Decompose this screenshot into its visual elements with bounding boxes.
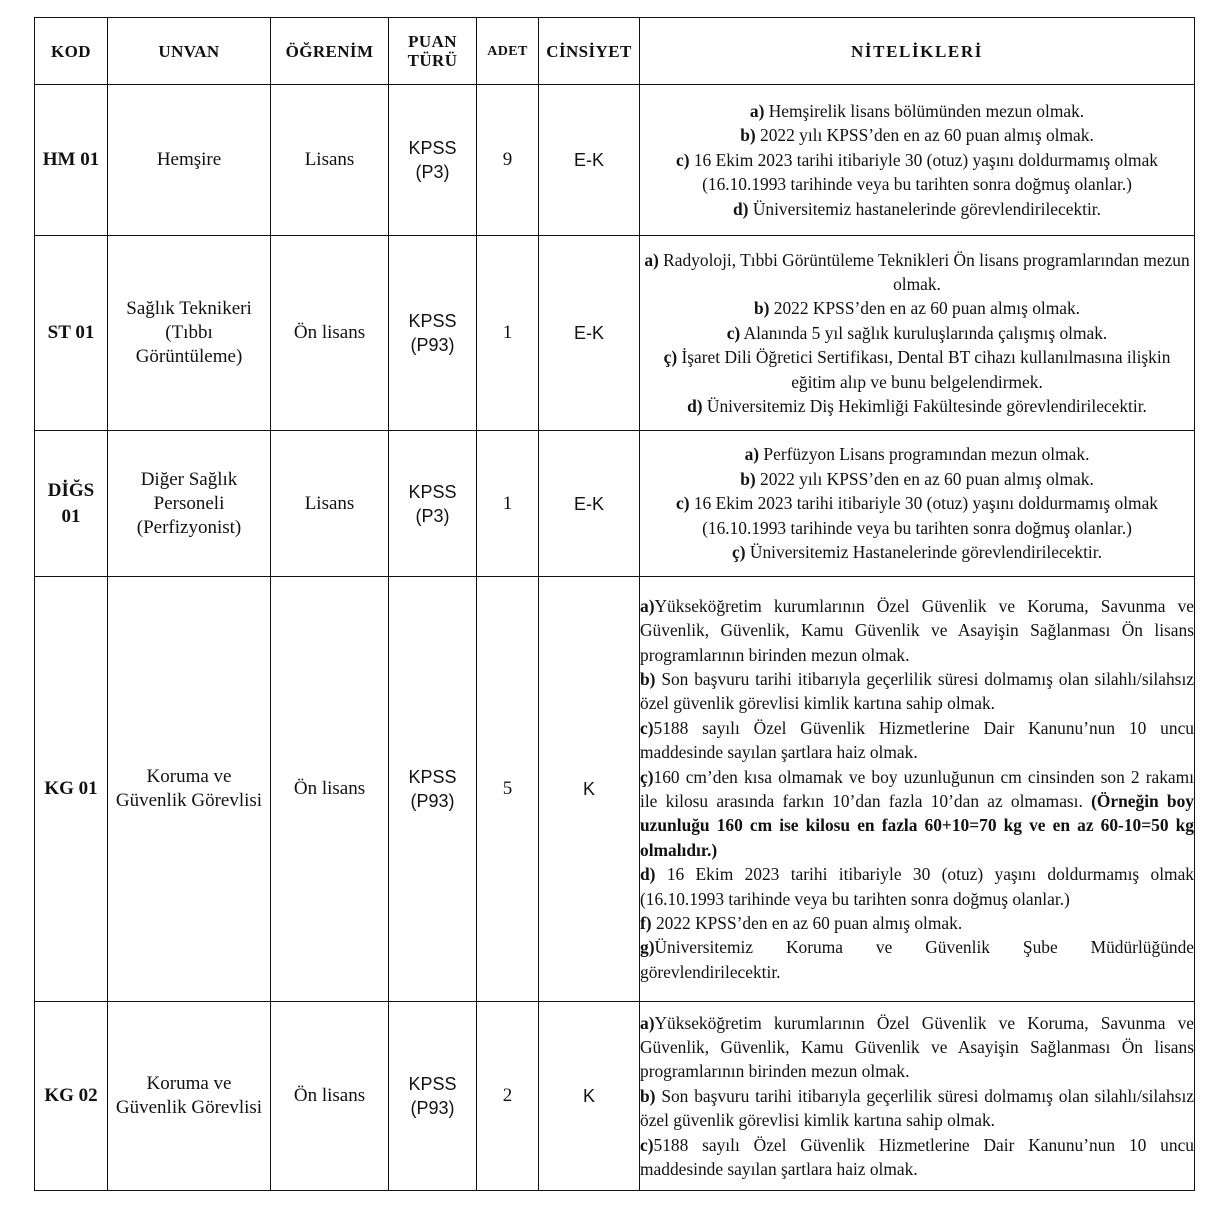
puan-line: KPSS: [408, 1074, 457, 1094]
unvan-line: Koruma ve: [146, 1073, 232, 1094]
qualification-item: [640, 1011, 1194, 1084]
cinsiyet-value: E-K: [573, 493, 604, 514]
qualifications-cell: [640, 85, 1195, 236]
qualification-letter: ç): [732, 542, 746, 563]
puan-line: (P3): [415, 162, 450, 182]
qualification-text: Son başvuru tarihi itibarıyla geçerlilik süresi dolmamış olan silahlı/silahsız özel güvenlik görevlisi kimlik kartına sahip olmak.: [640, 1085, 1194, 1131]
qualification-letter: b): [740, 468, 756, 489]
qualification-text: Üniversitemiz Hastanelerinde görevlendirilecektir.: [745, 542, 1102, 563]
table-row: [35, 85, 1195, 236]
unvan-line: Güvenlik Görevlisi: [115, 790, 263, 811]
puan-line: (P93): [410, 791, 455, 811]
adet-value: 1: [502, 322, 513, 343]
ogrenim-cell: [271, 577, 389, 1002]
unvan-cell: [108, 85, 271, 236]
qualification-item: [640, 716, 1194, 765]
unvan-line: Sağlık Teknikeri: [126, 298, 252, 319]
header-puan-turu: [389, 18, 477, 85]
unvan-cell: [108, 577, 271, 1002]
puan-line: KPSS: [408, 138, 457, 158]
cinsiyet-cell: [539, 85, 640, 236]
qualification-item: [640, 99, 1194, 123]
header-ogrenim: ÖĞRENİM: [271, 18, 389, 85]
qualification-item: [640, 148, 1194, 197]
kod-value: HM 01: [42, 149, 100, 170]
kod-cell: [35, 85, 108, 236]
puan-line: (P93): [410, 1098, 455, 1118]
qualification-item: [640, 467, 1194, 491]
puan-line: (P3): [415, 505, 450, 526]
qualification-letter: a): [640, 595, 655, 616]
unvan-line: (Tıbbı: [165, 322, 213, 343]
kod-cell: [35, 577, 108, 1002]
qualification-item: [640, 123, 1194, 147]
ogrenim-value: Lisans: [304, 149, 355, 170]
ogrenim-cell: [271, 236, 389, 431]
adet-value: 2: [502, 1085, 513, 1106]
qualification-letter: d): [687, 396, 703, 417]
kod-cell: [35, 431, 108, 577]
qualification-text: 5188 sayılı Özel Güvenlik Hizmetlerine Dair Kanunu’nun 10 uncu maddesinde sayılan şartlara haiz olmak.: [640, 1134, 1194, 1180]
unvan-cell: [108, 1002, 271, 1191]
qualification-letter: c): [640, 717, 654, 738]
qualification-text: Üniversitemiz hastanelerinde görevlendirilecektir.: [748, 198, 1101, 219]
qualification-letter: a): [749, 100, 765, 121]
qualification-text: 160 cm’den kısa olmamak ve boy uzunluğunun cm cinsinden son 2 rakamı ile kilosu arasında farkın 10’dan fazla 10’dan az olmaması.: [640, 766, 1194, 811]
qualification-item: [640, 394, 1194, 418]
qualification-item: [640, 197, 1194, 221]
qualification-letter: d): [640, 864, 656, 885]
qualification-emphasis: (Örneğin boy uzunluğu 160 cm ise kilosu en fazla 60+10=70 kg ve en az 60-10=50 kg olmalıdır.): [640, 791, 1194, 860]
qualification-letter: b): [740, 125, 756, 146]
kod-value: KG 02: [44, 1085, 98, 1106]
unvan-cell: [108, 431, 271, 577]
qualification-text: 2022 KPSS’den en az 60 puan almış olmak.: [651, 913, 963, 934]
puan-line: (P93): [410, 335, 455, 355]
qualification-letter: ç): [640, 766, 654, 787]
ogrenim-cell: [271, 431, 389, 577]
qualification-text: 16 Ekim 2023 tarihi itibariyle 30 (otuz) yaşını doldurmamış olmak (16.10.1993 tarihinde veya bu tarihten sonra doğmuş olanlar.): [689, 149, 1159, 195]
qualification-text: 2022 KPSS’den en az 60 puan almış olmak.: [769, 298, 1081, 319]
adet-cell: [477, 431, 539, 577]
qualification-text: Perfüzyon Lisans programından mezun olmak.: [759, 444, 1090, 465]
qualification-text: Radyoloji, Tıbbi Görüntüleme Teknikleri Ön lisans programlarından mezun olmak.: [658, 249, 1190, 294]
unvan-cell: [108, 236, 271, 431]
adet-cell: [477, 577, 539, 1002]
qualification-item: [640, 667, 1194, 716]
unvan-line: Personeli: [153, 492, 225, 514]
cinsiyet-cell: [539, 577, 640, 1002]
cinsiyet-value: K: [582, 1086, 595, 1106]
unvan-line: Güvenlik Görevlisi: [115, 1097, 263, 1118]
cinsiyet-cell: [539, 431, 640, 577]
qualifications-cell: [640, 431, 1195, 577]
qualification-letter: c): [640, 1134, 654, 1155]
unvan-line: Görüntüleme): [135, 346, 243, 367]
adet-cell: [477, 1002, 539, 1191]
table-row: [35, 577, 1195, 1002]
qualification-letter: c): [675, 493, 690, 514]
table-row: [35, 431, 1195, 577]
kod-value: KG 01: [44, 778, 98, 799]
qualification-text: Üniversitemiz Diş Hekimliği Fakültesinde görevlendirilecektir.: [702, 396, 1147, 417]
qualification-letter: f): [640, 913, 652, 934]
qualification-text: Üniversitemiz Koruma ve Güvenlik Şube Müdürlüğünde görevlendirilecektir.: [640, 937, 1194, 982]
qualification-item: [640, 911, 1194, 935]
puan-cell: [389, 431, 477, 577]
cinsiyet-value: E-K: [573, 323, 604, 343]
qualification-letter: b): [753, 298, 770, 319]
puan-cell: [389, 85, 477, 236]
qualification-text: 16 Ekim 2023 tarihi itibariyle 30 (otuz) yaşını doldurmamış olmak (16.10.1993 tarihinde veya bu tarihten sonra doğmuş olanlar.): [640, 864, 1194, 909]
puan-line: KPSS: [408, 311, 457, 331]
qualification-text: 2022 yılı KPSS’den en az 60 puan almış olmak.: [755, 468, 1094, 489]
qualification-letter: b): [640, 668, 656, 689]
qualification-letter: ç): [663, 347, 678, 368]
qualification-letter: a): [744, 444, 760, 465]
qualification-letter: c): [726, 322, 741, 343]
qualification-text: Hemşirelik lisans bölümünden mezun olmak.: [764, 100, 1085, 121]
qualification-item: [640, 935, 1194, 984]
puan-cell: [389, 577, 477, 1002]
header-nitelikleri: NİTELİKLERİ: [640, 18, 1195, 85]
puan-cell: [389, 236, 477, 431]
qualification-item: [640, 321, 1194, 345]
ogrenim-cell: [271, 1002, 389, 1191]
header-kod: KOD: [35, 18, 108, 85]
kod-value: ST 01: [47, 322, 95, 343]
qualification-item: [640, 594, 1194, 667]
qualification-item: [640, 1133, 1194, 1182]
puan-line: KPSS: [408, 481, 457, 502]
header-row: [35, 18, 1195, 85]
unvan-line: Koruma ve: [146, 766, 232, 787]
qualification-item: [640, 1084, 1194, 1133]
qualification-item: [640, 491, 1194, 540]
cinsiyet-value: E-K: [573, 150, 604, 170]
cinsiyet-value: K: [582, 779, 595, 799]
qualification-text: Yükseköğretim kurumlarının Özel Güvenlik ve Koruma, Savunma ve Güvenlik, Güvenlik, Kamu Güvenlik ve Asayişin Sağlanması Ön lisans programlarının birinden mezun olmak.: [640, 1012, 1194, 1082]
qualification-item: [640, 296, 1194, 320]
qualification-item: [640, 862, 1194, 911]
qualification-text: 16 Ekim 2023 tarihi itibariyle 30 (otuz) yaşını doldurmamış olmak (16.10.1993 tarihinde veya bu tarihten sonra doğmuş olanlar.): [689, 493, 1159, 538]
header-adet: ADET: [477, 18, 539, 85]
qualification-item: [640, 442, 1194, 466]
qualification-item: [640, 248, 1194, 297]
unvan-line: Hemşire: [156, 149, 222, 170]
qualification-item: [640, 540, 1194, 564]
positions-table: [34, 17, 1195, 1191]
qualification-text: İşaret Dili Öğretici Sertifikası, Dental BT cihazı kullanılmasına ilişkin eğitim alıp ve bunu belgelendirmek.: [677, 347, 1171, 392]
table-row: [35, 236, 1195, 431]
qualifications-cell: [640, 1002, 1195, 1191]
adet-cell: [477, 85, 539, 236]
ogrenim-value: Ön lisans: [293, 322, 366, 343]
qualifications-cell: [640, 577, 1195, 1002]
adet-value: 5: [502, 778, 513, 799]
qualification-letter: g): [640, 937, 655, 958]
qualification-letter: a): [644, 249, 659, 270]
ogrenim-cell: [271, 85, 389, 236]
ogrenim-value: Lisans: [304, 492, 355, 514]
ogrenim-value: Ön lisans: [293, 778, 366, 799]
qualification-text: Son başvuru tarihi itibarıyla geçerlilik süresi dolmamış olan silahlı/silahsız özel güvenlik görevlisi kimlik kartına sahip olmak.: [640, 668, 1194, 714]
kod-value: DİĞS 01: [47, 479, 95, 527]
qualification-letter: b): [640, 1085, 656, 1106]
kod-cell: [35, 236, 108, 431]
qualification-item: [640, 345, 1194, 394]
unvan-line: (Perfizyonist): [136, 516, 242, 538]
puan-line: KPSS: [408, 767, 457, 787]
adet-value: 9: [502, 149, 513, 170]
qualification-text: Alanında 5 yıl sağlık kuruluşlarında çalışmış olmak.: [740, 322, 1108, 343]
cinsiyet-cell: [539, 1002, 640, 1191]
qualification-text: 5188 sayılı Özel Güvenlik Hizmetlerine Dair Kanunu’nun 10 uncu maddesinde sayılan şartlara haiz olmak.: [640, 717, 1194, 763]
qualification-item: [640, 765, 1194, 863]
qualification-letter: d): [733, 198, 749, 219]
table-row: [35, 1002, 1195, 1191]
qualification-text: Yükseköğretim kurumlarının Özel Güvenlik ve Koruma, Savunma ve Güvenlik, Güvenlik, Kamu Güvenlik ve Asayişin Sağlanması Ön lisans programlarının birinden mezun olmak.: [640, 595, 1194, 665]
kod-cell: [35, 1002, 108, 1191]
header-puan-line1: PUAN: [408, 32, 457, 51]
unvan-line: Diğer Sağlık: [140, 468, 238, 490]
qualification-text: 2022 yılı KPSS’den en az 60 puan almış olmak.: [755, 125, 1094, 146]
puan-cell: [389, 1002, 477, 1191]
ogrenim-value: Ön lisans: [293, 1085, 366, 1106]
qualification-letter: a): [640, 1012, 655, 1033]
qualification-letter: c): [675, 149, 690, 170]
qualifications-cell: [640, 236, 1195, 431]
header-cinsiyet: CİNSİYET: [539, 18, 640, 85]
cinsiyet-cell: [539, 236, 640, 431]
header-puan-line2: TÜRÜ: [407, 51, 458, 70]
adet-value: 1: [502, 492, 513, 514]
adet-cell: [477, 236, 539, 431]
header-unvan: UNVAN: [108, 18, 271, 85]
